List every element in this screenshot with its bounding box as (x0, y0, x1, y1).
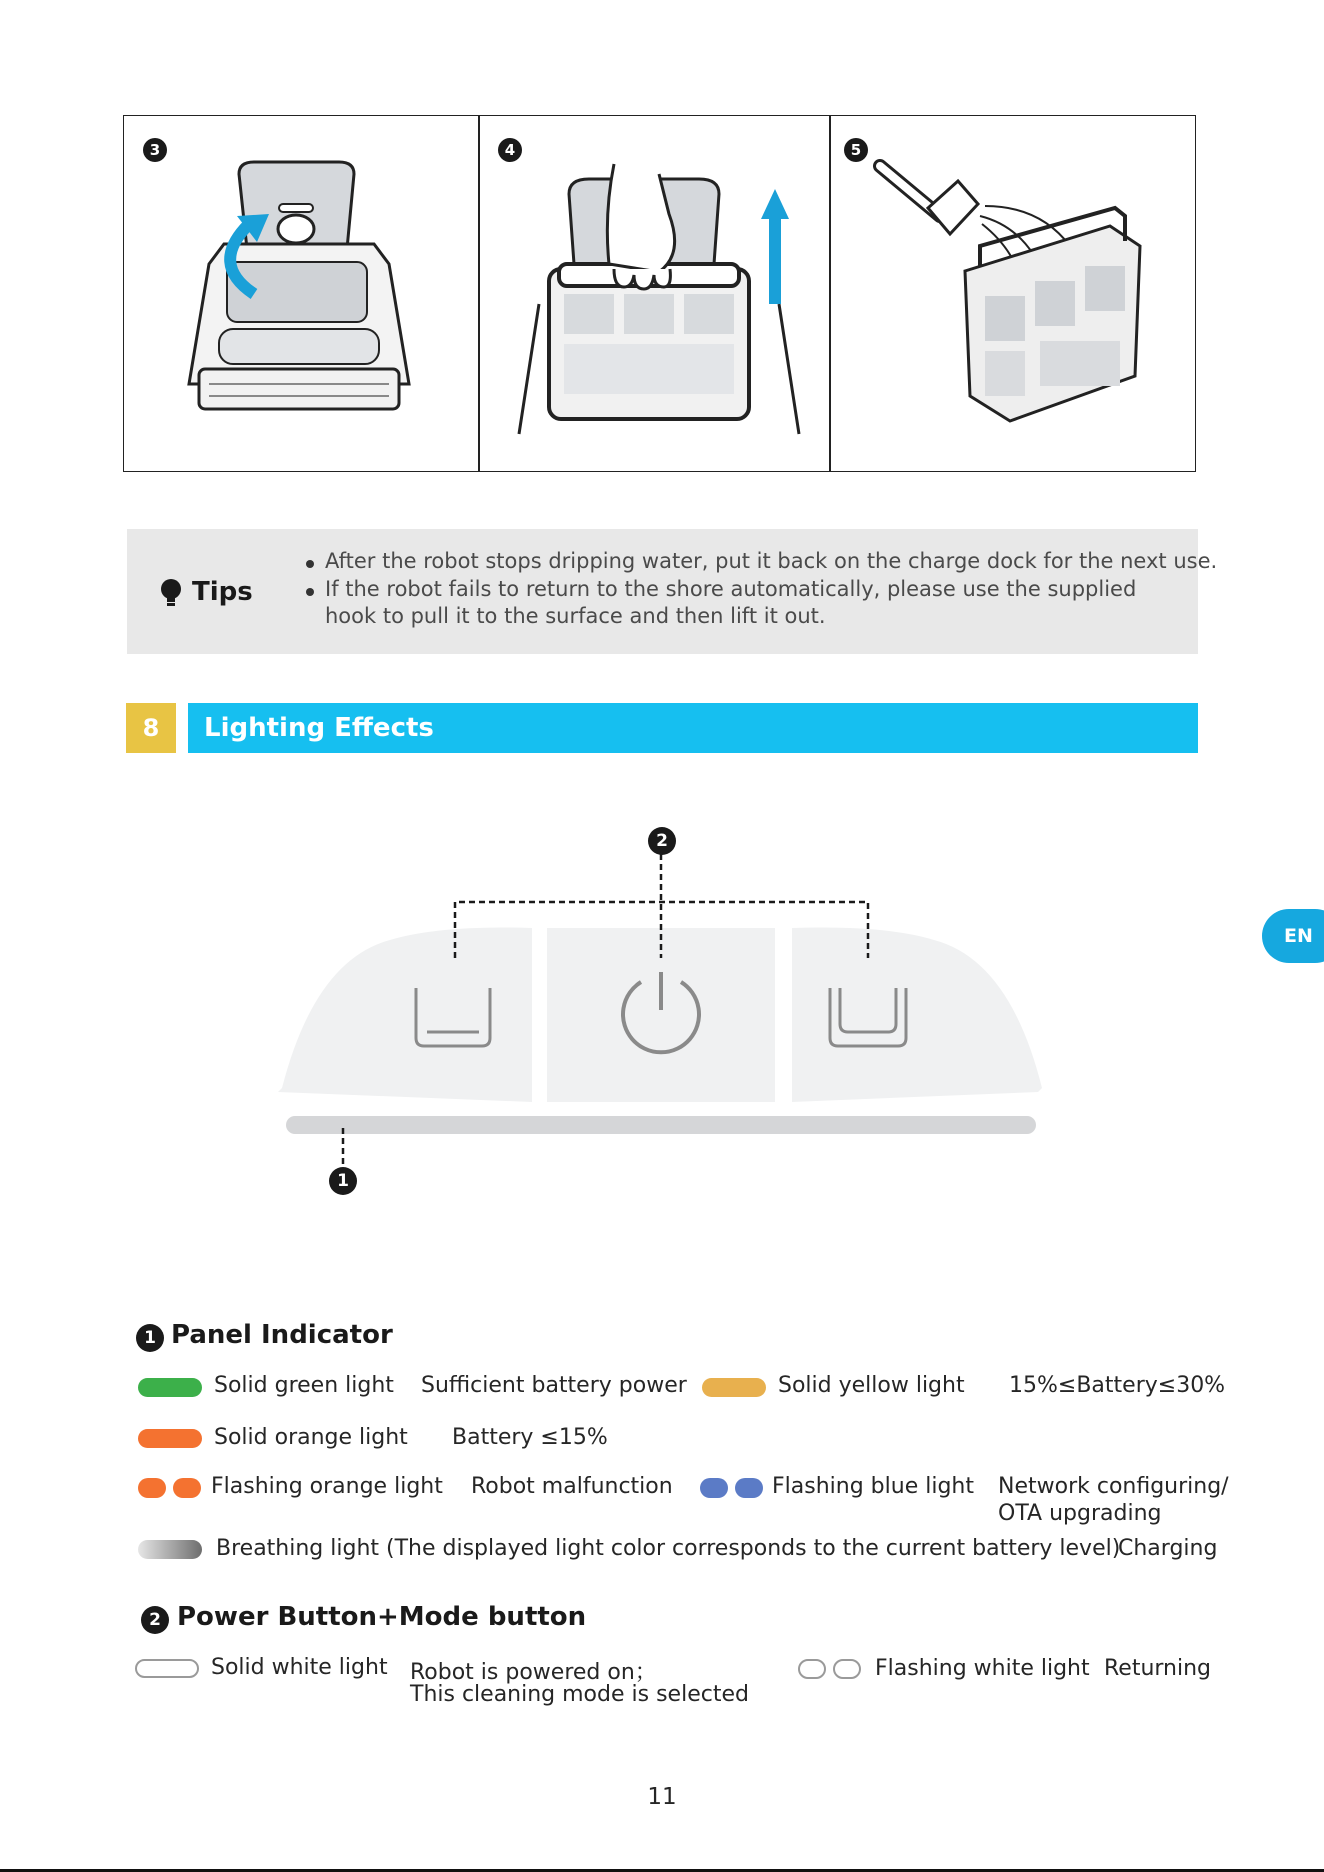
step-number-4: 4 (498, 138, 522, 162)
light-label: Flashing blue light (772, 1474, 974, 1499)
light-meaning: Sufficient battery power (421, 1373, 687, 1398)
light-meaning-continued: OTA upgrading (998, 1501, 1162, 1526)
tip-text: If the robot fails to return to the shore automatically, please use the supplied (325, 577, 1137, 601)
light-meaning: Returning (1104, 1656, 1212, 1681)
light-meaning: Robot is powered on； (410, 1660, 657, 1685)
tip-bullet (306, 560, 314, 568)
step-panel-5 (829, 115, 1196, 472)
tip-text: After the robot stops dripping water, put it back on the charge dock for the next use. (325, 549, 1218, 573)
section-title-text: Lighting Effects (204, 713, 434, 743)
light-meaning-continued: This cleaning mode is selected (410, 1682, 749, 1707)
flashing-orange-swatch (173, 1478, 201, 1498)
light-meaning: Charging (1118, 1536, 1218, 1561)
flashing-blue-swatch (700, 1478, 728, 1498)
light-meaning: Network configuring/ (998, 1474, 1229, 1499)
white-light-swatch (135, 1659, 199, 1678)
callout-2: 2 (648, 827, 676, 855)
green-light-swatch (138, 1378, 202, 1397)
flashing-white-swatch (833, 1659, 861, 1679)
control-panel-diagram (270, 810, 1060, 1190)
light-label: Flashing orange light (211, 1474, 443, 1499)
light-label: Solid yellow light (778, 1373, 965, 1398)
robot-open-lid-illustration (179, 154, 419, 454)
lift-basket-illustration (509, 154, 809, 454)
callout-1: 1 (329, 1167, 357, 1195)
tip-text-continued: hook to pull it to the surface and then lift it out. (325, 604, 826, 628)
power-button-title: Power Button+Mode button (177, 1602, 587, 1632)
step-panel-3 (123, 115, 480, 472)
orange-light-swatch (138, 1429, 202, 1448)
lightbulb-icon (159, 578, 183, 608)
flashing-white-swatch (798, 1659, 826, 1679)
yellow-light-swatch (702, 1378, 766, 1397)
flashing-orange-swatch (138, 1478, 166, 1498)
step-number-5: 5 (844, 138, 868, 162)
language-badge: EN (1262, 909, 1324, 963)
light-label: Solid orange light (214, 1425, 408, 1450)
light-meaning: 15%≤Battery≤30% (1009, 1373, 1226, 1398)
light-meaning: Robot malfunction (471, 1474, 673, 1499)
step-panel-4 (478, 115, 831, 472)
section-number: 8 (126, 703, 176, 753)
light-meaning: Battery ≤15% (452, 1425, 608, 1450)
panel-indicator-title: Panel Indicator (171, 1320, 393, 1350)
light-label: Solid green light (214, 1373, 394, 1398)
step-number-3: 3 (143, 138, 167, 162)
power-button-number: 2 (141, 1606, 169, 1634)
tips-label: Tips (192, 577, 253, 607)
flashing-blue-swatch (735, 1478, 763, 1498)
section-title (188, 703, 1198, 753)
rinse-basket-illustration (870, 146, 1170, 446)
breathing-light-swatch (138, 1540, 202, 1559)
light-label: Breathing light (The displayed light color corresponds to the current battery level) (216, 1536, 1121, 1561)
page-number: 11 (647, 1784, 677, 1810)
tip-bullet (306, 588, 314, 596)
panel-indicator-number: 1 (136, 1324, 164, 1352)
light-label: Flashing white light (875, 1656, 1090, 1681)
light-label: Solid white light (211, 1655, 388, 1680)
